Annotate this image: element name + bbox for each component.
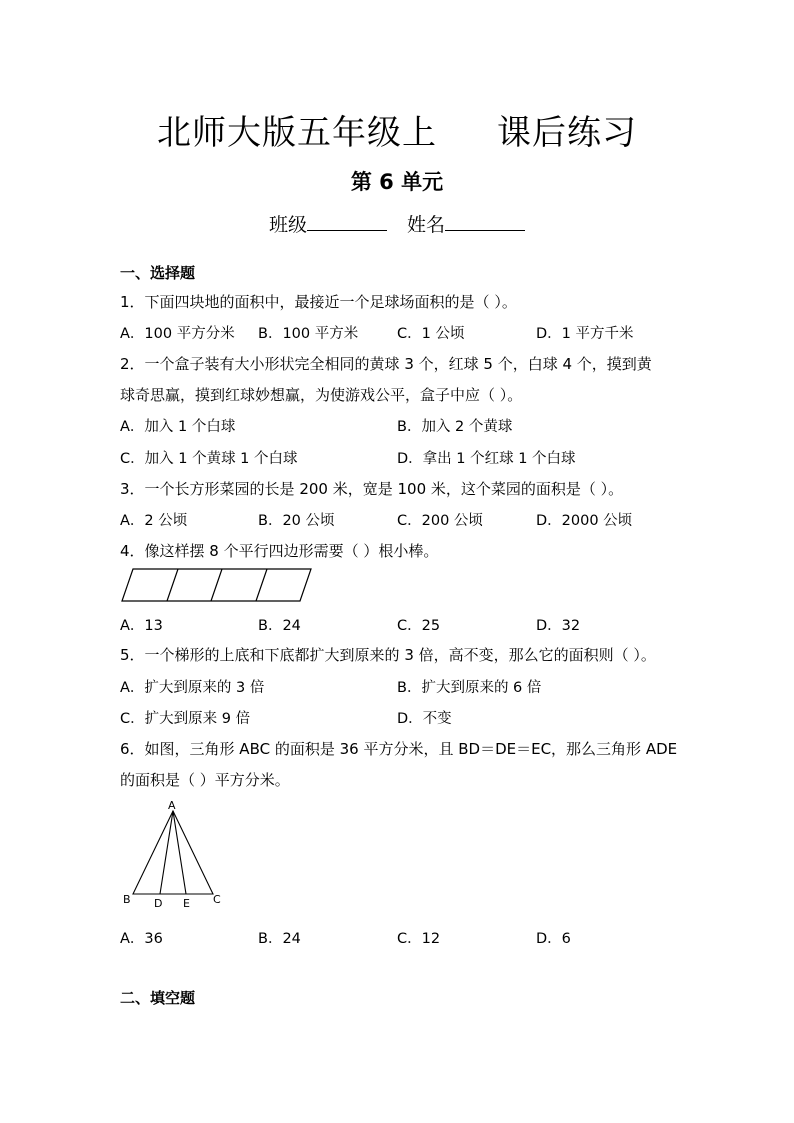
q5-option-c: C．扩大到原来 9 倍 — [120, 711, 251, 727]
page-title — [0, 105, 794, 154]
q4-option-d: D．32 — [536, 618, 581, 634]
q3-option-c: C．200 公顷 — [397, 513, 483, 529]
q4-option-b: B．24 — [258, 618, 301, 634]
q2-option-a: A．加入 1 个白球 — [120, 419, 236, 435]
class-label: 班级 — [268, 214, 307, 236]
q2-option-d: D．拿出 1 个红球 1 个白球 — [397, 451, 576, 467]
triangle-figure — [118, 797, 228, 909]
stick-divider-2 — [211, 569, 222, 601]
stick-divider-1 — [167, 569, 178, 601]
question-6-line1: 6．如图，三角形 ABC 的面积是 36 平方分米，且 BD＝DE＝EC，那么三角形 ADE — [120, 740, 678, 758]
question-6-line2: 的面积是（ ）平方分米。 — [120, 771, 290, 789]
q5-option-b: B．扩大到原来的 6 倍 — [397, 680, 542, 696]
name-label: 姓名 — [407, 214, 446, 236]
title-left: 北师大版五年级上 — [157, 113, 437, 153]
q3-option-d: D．2000 公顷 — [536, 513, 633, 529]
class-blank[interactable] — [307, 212, 387, 231]
label-a: A — [168, 799, 176, 812]
triangle-abc — [133, 811, 213, 894]
q6-option-c: C．12 — [397, 931, 441, 947]
label-c: C — [213, 893, 221, 906]
q6-option-a: A．36 — [120, 931, 163, 947]
student-info-line — [0, 210, 794, 237]
q6-option-d: D．6 — [536, 931, 571, 947]
q5-option-d: D．不变 — [397, 711, 452, 727]
q1-option-a: A．100 平方分米 — [120, 326, 235, 342]
q1-option-d: D．1 平方千米 — [536, 326, 634, 342]
q3-option-a: A．2 公顷 — [120, 513, 188, 529]
question-3: 3．一个长方形菜园的长是 200 米，宽是 100 米，这个菜园的面积是（ ）。 — [120, 480, 624, 498]
q6-option-b: B．24 — [258, 931, 301, 947]
q2-option-c: C．加入 1 个黄球 1 个白球 — [120, 451, 298, 467]
title-right: 课后练习 — [497, 113, 637, 153]
q3-option-b: B．20 公顷 — [258, 513, 335, 529]
question-2-line2: 球奇思赢，摸到红球妙想赢，为使游戏公平，盒子中应（ ）。 — [120, 386, 523, 404]
question-5: 5．一个梯形的上底和下底都扩大到原来的 3 倍，高不变，那么它的面积则（ ）。 — [120, 646, 656, 664]
q2-option-b: B．加入 2 个黄球 — [397, 419, 513, 435]
section-title-fill-blank: 二、填空题 — [120, 989, 196, 1007]
label-d: D — [154, 897, 163, 909]
section-title-choice: 一、选择题 — [120, 264, 196, 282]
q4-option-c: C．25 — [397, 618, 441, 634]
label-e: E — [183, 897, 190, 909]
name-blank[interactable] — [445, 212, 525, 231]
label-b: B — [123, 893, 131, 906]
question-1: 1．下面四块地的面积中，最接近一个足球场面积的是（ ）。 — [120, 293, 517, 311]
q1-option-c: C．1 公顷 — [397, 326, 465, 342]
q5-option-a: A．扩大到原来的 3 倍 — [120, 680, 265, 696]
question-4: 4．像这样摆 8 个平行四边形需要（ ）根小棒。 — [120, 542, 439, 560]
parallelogram-figure — [118, 566, 318, 604]
q4-option-a: A．13 — [120, 618, 163, 634]
stick-divider-3 — [256, 569, 267, 601]
page-subtitle: 第 6 单元 — [350, 170, 444, 194]
question-2-line1: 2．一个盒子装有大小形状完全相同的黄球 3 个，红球 5 个，白球 4 个，摸到黄 — [120, 355, 652, 373]
q1-option-b: B．100 平方米 — [258, 326, 359, 342]
